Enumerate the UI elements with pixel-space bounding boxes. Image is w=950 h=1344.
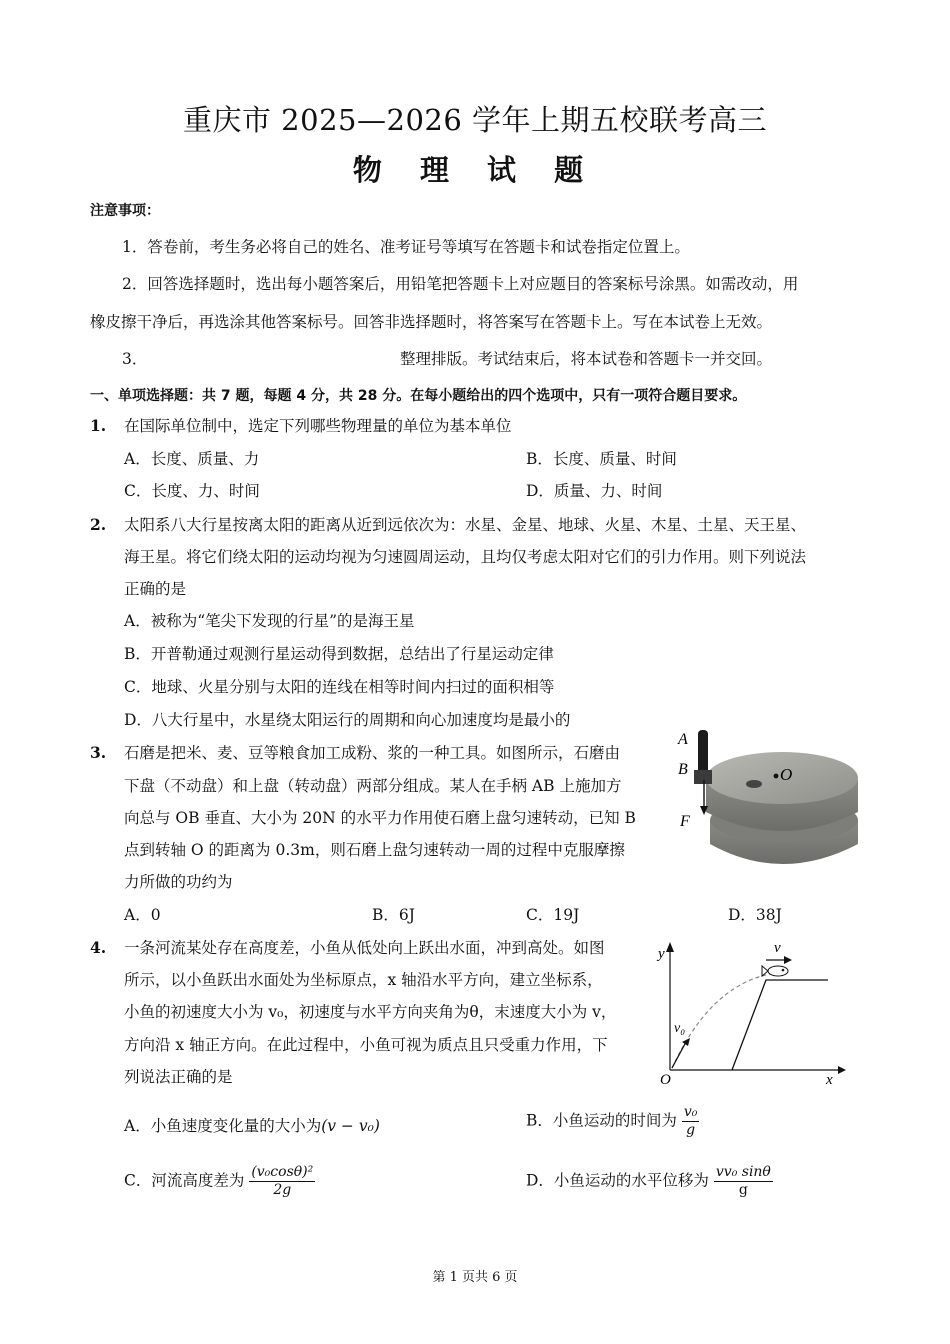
label-a: A bbox=[678, 731, 688, 748]
option-c-fraction: $\frac{\text{(v₀cosθ)²}}{2g}$ bbox=[251, 1164, 314, 1198]
option-a-expression: (v − v₀) bbox=[321, 1117, 380, 1135]
exam-title: 重庆市 2025—2026 学年上期五校联考高三 bbox=[182, 103, 768, 137]
question-2-stem-line-1: 太阳系八大行星按离太阳的距离从近到远依次为：水星、金星、地球、火星、木星、土星、天王星、 bbox=[124, 516, 807, 534]
question-3-stem-line-4: 点到转轴 O 的距离为 0.3m，则石磨上盘匀速转动一周的过程中克服摩擦 bbox=[124, 841, 625, 859]
question-4-option-b bbox=[526, 1104, 699, 1139]
question-2-option-d: D．八大行星中，水星绕太阳运行的周期和向心加速度均是最小的 bbox=[124, 711, 571, 729]
option-b-text: B．小鱼运动的时间为 bbox=[526, 1111, 677, 1130]
question-4-number: 4. bbox=[90, 938, 107, 957]
question-2-option-a: A．被称为“笔尖下发现的行星”的是海王星 bbox=[124, 612, 415, 630]
question-4-stem-line-3: 小鱼的初速度大小为 v₀，初速度与水平方向夹角为θ，末速度大小为 v， bbox=[124, 1003, 617, 1021]
question-3-option-b: B．6J bbox=[372, 906, 415, 924]
label-v: v bbox=[774, 940, 781, 956]
question-4-option-d bbox=[526, 1164, 773, 1199]
label-o: O bbox=[780, 765, 793, 784]
question-2-stem-line-3: 正确的是 bbox=[124, 580, 187, 598]
notice-item-1: 1．答卷前，考生务必将自己的姓名、准考证号等填写在答题卡和试卷指定位置上。 bbox=[122, 238, 690, 256]
option-d-text: D．小鱼运动的水平位移为 bbox=[526, 1171, 709, 1190]
question-3-stem-line-2: 下盘（不动盘）和上盘（转动盘）两部分组成。某人在手柄 AB 上施加方 bbox=[124, 777, 622, 795]
question-3-stem-line-3: 向总与 OB 垂直、大小为 20N 的水平力作用使石磨上盘匀速转动，已知 B bbox=[124, 809, 636, 827]
notice-heading: 注意事项： bbox=[90, 203, 160, 219]
question-4-stem-line-4: 方向沿 x 轴正方向。在此过程中，小鱼可视为质点且只受重力作用，下 bbox=[124, 1036, 608, 1054]
section-heading: 一、单项选择题：共 7 题，每题 4 分，共 28 分。在每小题给出的四个选项中，只有一项符合题目要求。 bbox=[90, 388, 747, 404]
question-4-option-a bbox=[124, 1116, 380, 1136]
question-3-option-a: A．0 bbox=[124, 906, 161, 924]
notice-item-2-line-1: 2．回答选择题时，选出每小题答案后，用铅笔把答题卡上对应题目的答案标号涂黑。如需改动，用 bbox=[122, 275, 799, 293]
label-y: y bbox=[658, 946, 665, 962]
millstone-figure bbox=[670, 722, 870, 878]
feed-hole bbox=[746, 780, 762, 788]
option-a-text: A．小鱼速度变化量的大小为 bbox=[124, 1117, 322, 1135]
label-b: B bbox=[678, 761, 688, 778]
question-4-stem-line-2: 所示，以小鱼跃出水面处为坐标原点，x 轴沿水平方向，建立坐标系， bbox=[124, 971, 603, 989]
question-4-stem-line-5: 列说法正确的是 bbox=[124, 1068, 233, 1086]
notice-item-3-text: 整理排版。考试结束后，将本试卷和答题卡一并交回。 bbox=[400, 350, 773, 368]
question-3-option-d: D．38J bbox=[728, 906, 782, 924]
option-c-text: C．河流高度差为 bbox=[124, 1171, 245, 1190]
option-b-fraction: $\frac{\text{v₀}}{g}$ bbox=[683, 1104, 698, 1138]
notice-item-2-line-2: 橡皮擦干净后，再选涂其他答案标号。回答非选择题时，将答案写在答题卡上。写在本试卷上无效。 bbox=[90, 313, 773, 331]
page-footer: 第 1 页共 6 页 bbox=[432, 1270, 518, 1285]
subject-title: 物 理 试 题 bbox=[352, 153, 598, 187]
option-d-fraction: $\frac{\text{vv₀ sinθ}}{g}$ bbox=[715, 1164, 771, 1198]
question-1-option-b: B．长度、质量、时间 bbox=[526, 450, 677, 468]
label-f: F bbox=[680, 813, 690, 830]
question-1-number: 1. bbox=[90, 416, 107, 435]
question-3-stem-line-1: 石磨是把米、麦、豆等粮食加工成粉、浆的一种工具。如图所示，石磨由 bbox=[124, 744, 621, 762]
question-3-stem-line-5: 力所做的功约为 bbox=[124, 873, 233, 891]
question-1-option-d: D．质量、力、时间 bbox=[526, 482, 663, 500]
question-4-option-c bbox=[124, 1164, 315, 1199]
label-x: x bbox=[826, 1072, 833, 1088]
question-2-option-b: B．开普勒通过观测行星运动得到数据，总结出了行星运动定律 bbox=[124, 645, 554, 663]
notice-item-3-number: 3． bbox=[122, 350, 148, 368]
fish-icon bbox=[768, 966, 788, 976]
question-4-stem-line-1: 一条河流某处存在高度差，小鱼从低处向上跃出水面，冲到高处。如图 bbox=[124, 939, 605, 957]
question-1-option-a: A．长度、质量、力 bbox=[124, 450, 260, 468]
question-1-stem: 在国际单位制中，选定下列哪些物理量的单位为基本单位 bbox=[124, 417, 512, 435]
question-2-option-c: C．地球、火星分别与太阳的连线在相等时间内扫过的面积相等 bbox=[124, 678, 555, 696]
initial-velocity-arrow bbox=[672, 1042, 686, 1068]
label-origin: O bbox=[660, 1072, 671, 1088]
question-2-stem-line-2: 海王星。将它们绕太阳的运动均视为匀速圆周运动，且均仅考虑太阳对它们的引力作用。则下列说法 bbox=[124, 548, 807, 566]
question-3-option-c: C．19J bbox=[526, 906, 580, 924]
question-3-number: 3. bbox=[90, 743, 107, 762]
question-1-option-c: C．长度、力、时间 bbox=[124, 482, 260, 500]
riverbank bbox=[732, 980, 828, 1070]
axis-point bbox=[774, 774, 779, 779]
question-2-number: 2. bbox=[90, 515, 107, 534]
trajectory bbox=[672, 974, 770, 1068]
fish-jump-figure bbox=[650, 936, 850, 1088]
label-v0: v₀ bbox=[674, 1021, 686, 1036]
